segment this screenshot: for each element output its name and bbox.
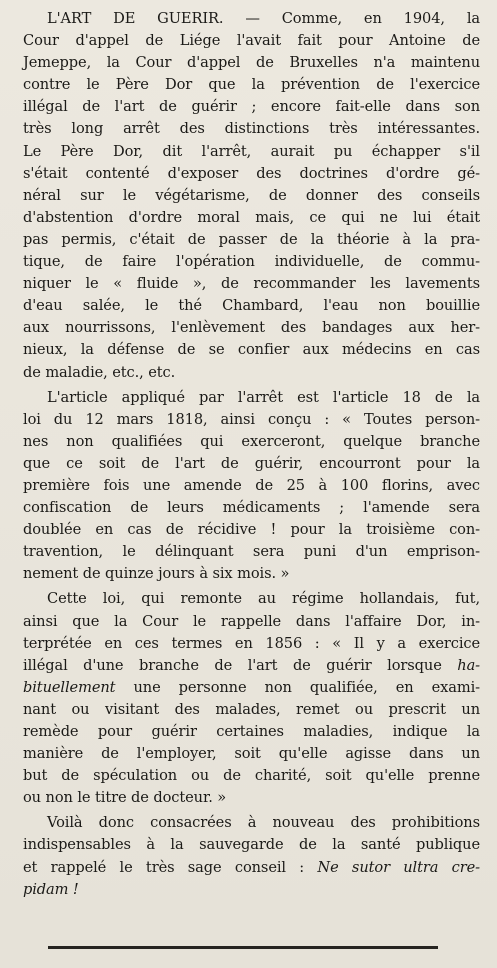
paragraph-2 xyxy=(23,387,480,586)
italic-text: Ne sutor ultra cre- xyxy=(317,858,480,876)
text-segment: une personne non qualifiée, en exami- xyxy=(115,678,480,696)
text-line: Cour d'appel de Liége l'avait fait pour Antoine de xyxy=(23,32,480,50)
text-line: manière de l'employer, soit qu'elle agisse dans un xyxy=(23,745,480,763)
text-line: Le Père Dor, dit l'arrêt, aurait pu échapper s'il xyxy=(23,142,480,160)
text-line: Voilà donc consacrées à nouveau des prohibitions xyxy=(47,814,480,832)
text-segment: et rappelé le très sage conseil : xyxy=(23,858,318,876)
text-line: doublée en cas de récidive ! pour la troisième con- xyxy=(23,521,480,539)
text-line: s'était contenté d'exposer des doctrines d'ordre gé- xyxy=(23,164,480,182)
text-line: Cette loi, qui remonte au régime hollandais, fut, xyxy=(47,590,480,608)
text-line: L'article appliqué par l'arrêt est l'article 18 de la xyxy=(47,388,480,406)
italic-text: pidam ! xyxy=(23,880,79,898)
text-line: confiscation de leurs médicaments ; l'amende sera xyxy=(23,499,480,517)
text-line: contre le Père Dor que la prévention de l'exercice xyxy=(23,76,480,94)
text-line: de maladie, etc., etc. xyxy=(23,363,176,381)
text-line: illégal de l'art de guérir ; encore fait-elle dans son xyxy=(23,98,480,116)
text-line: travention, le délinquant sera puni d'un emprison- xyxy=(23,543,480,561)
text-line: Jemeppe, la Cour d'appel de Bruxelles n'a maintenu xyxy=(23,54,480,72)
paragraph-1 xyxy=(23,8,480,384)
text-line: aux nourrissons, l'enlèvement des bandages aux her- xyxy=(23,319,480,337)
text-line: première fois une amende de 25 à 100 florins, avec xyxy=(23,476,480,494)
italic-text: bituellement xyxy=(23,678,116,696)
text-line: néral sur le végétarisme, de donner des conseils xyxy=(23,186,480,204)
text-line: ou non le titre de docteur. » xyxy=(23,789,227,807)
text-line xyxy=(23,879,480,901)
text-line: très long arrêt des distinctions très intéressantes. xyxy=(23,120,480,138)
text-line xyxy=(23,857,480,879)
text-segment: illégal d'une branche de l'art de guérir lorsque xyxy=(23,656,458,674)
text-line: L'ART DE GUERIR. — Comme, en 1904, la xyxy=(47,10,480,27)
text-line: nes non qualifiées qui exerceront, quelque branche xyxy=(23,432,480,450)
text-line: nement de quinze jours à six mois. » xyxy=(23,565,290,583)
text-line: remède pour guérir certaines maladies, indique la xyxy=(23,723,480,740)
text-line: nieux, la défense de se confier aux médecins en cas xyxy=(23,341,480,359)
paragraph-3 xyxy=(23,588,480,809)
end-rule-divider xyxy=(48,946,438,949)
italic-text: ha- xyxy=(457,656,480,674)
text-line: ainsi que la Cour le rappelle dans l'affaire Dor, in- xyxy=(23,612,480,630)
text-line: niquer le « fluide », de recommander les lavements xyxy=(23,275,480,293)
text-line: nant ou visitant des malades, remet ou prescrit un xyxy=(23,700,480,718)
text-line: terprétée en ces termes en 1856 : « Il y a exercice xyxy=(23,634,480,652)
text-line: pas permis, c'était de passer de la théorie à la pra- xyxy=(23,230,480,248)
text-line: d'abstention d'ordre moral mais, ce qui ne lui était xyxy=(23,208,480,226)
text-line: loi du 12 mars 1818, ainsi conçu : « Toutes person- xyxy=(23,410,480,428)
text-line: but de spéculation ou de charité, soit qu'elle prenne xyxy=(23,767,480,785)
paragraph-4 xyxy=(23,812,480,900)
text-line: d'eau salée, le thé Chambard, l'eau non bouillie xyxy=(23,297,480,315)
text-line: indispensables à la sauvegarde de la santé publique xyxy=(23,836,480,854)
text-line xyxy=(23,677,480,699)
text-line xyxy=(23,655,480,677)
text-line: tique, de faire l'opération individuelle, de commu- xyxy=(23,253,480,271)
text-line: que ce soit de l'art de guérir, encourront pour la xyxy=(23,454,480,472)
